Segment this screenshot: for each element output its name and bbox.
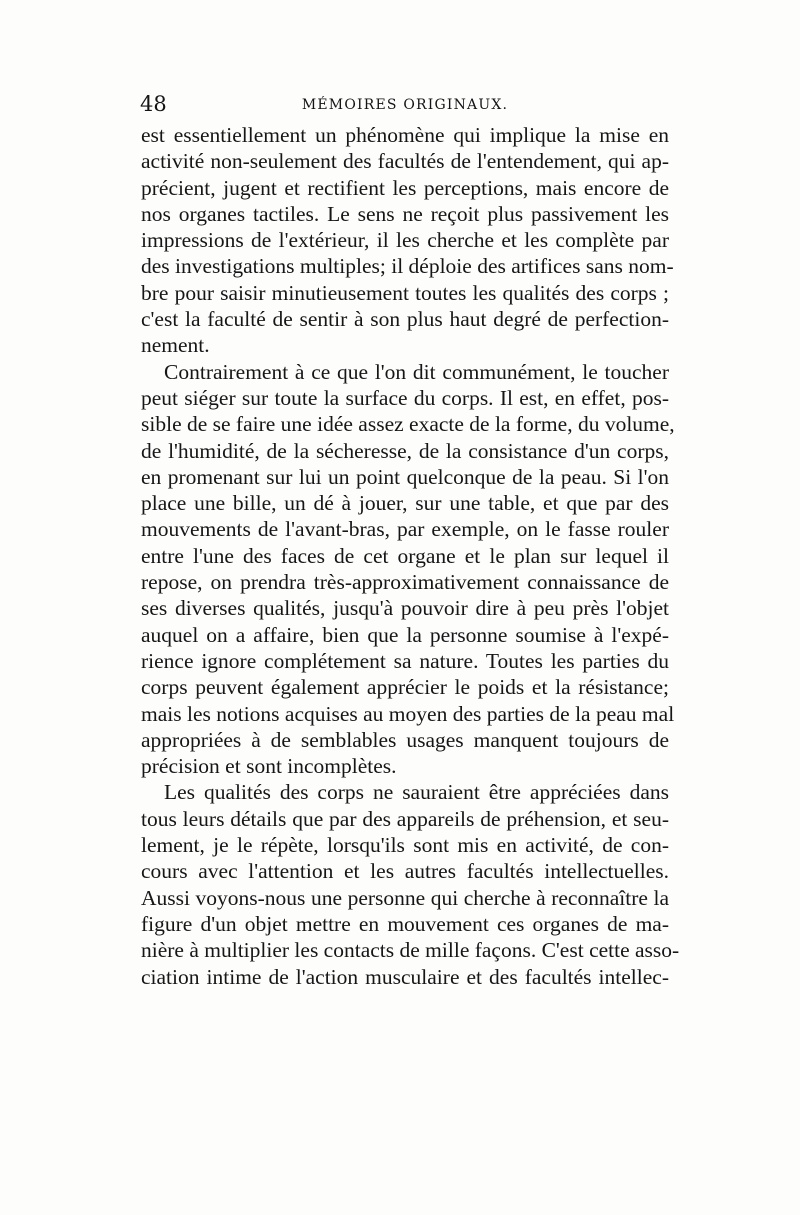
text-line: bre pour saisir minutieusement toutes les qualités des corps ; bbox=[141, 280, 669, 305]
paragraph bbox=[141, 359, 675, 780]
text-line: repose, on prendra très-approximativement connaissance de bbox=[141, 570, 669, 595]
text-line: rience ignore complétement sa nature. Toutes les parties du bbox=[141, 648, 669, 673]
text-line: activité non-seulement des facultés de l'entendement, qui ap- bbox=[141, 149, 669, 174]
text-line: Les qualités des corps ne sauraient être appréciées dans bbox=[164, 780, 669, 805]
text-line: lement, je le répète, lorsqu'ils sont mis en activité, de con- bbox=[141, 833, 669, 858]
text-line: place une bille, un dé à jouer, sur une table, et que par des bbox=[141, 491, 669, 516]
text-line: précision et sont incomplètes. bbox=[141, 754, 397, 779]
paragraph bbox=[141, 779, 680, 989]
text-line: nement. bbox=[141, 333, 210, 358]
text-line: ses diverses qualités, jusqu'à pouvoir dire à peu près l'objet bbox=[141, 596, 669, 621]
text-line: c'est la faculté de sentir à son plus haut degré de perfection- bbox=[141, 307, 669, 332]
text-line: appropriées à de semblables usages manquent toujours de bbox=[141, 727, 669, 752]
text-line: ciation intime de l'action musculaire et des facultés intellec- bbox=[141, 964, 669, 989]
text-line: est essentiellement un phénomène qui implique la mise en bbox=[141, 123, 669, 147]
text-line: Contrairement à ce que l'on dit communément, le toucher bbox=[164, 359, 669, 384]
text-line: mais les notions acquises au moyen des parties de la peau mal bbox=[141, 701, 675, 726]
text-line: figure d'un objet mettre en mouvement ces organes de ma- bbox=[141, 911, 669, 936]
running-title: MÉMOIRES ORIGINAUX. bbox=[301, 97, 509, 113]
text-line: précient, jugent et rectifient les perceptions, mais encore de bbox=[141, 175, 669, 200]
text-line: sible de se faire une idée assez exacte de la forme, du volume, bbox=[141, 412, 675, 437]
text-line: entre l'une des faces de cet organe et le plan sur lequel il bbox=[141, 543, 669, 568]
text-line: cours avec l'attention et les autres facultés intellectuelles. bbox=[141, 859, 669, 884]
text-line: des investigations multiples; il déploie des artifices sans nom- bbox=[141, 254, 674, 279]
body-text bbox=[141, 122, 680, 990]
page-number: 48 bbox=[140, 92, 167, 116]
paragraph bbox=[141, 122, 674, 359]
text-line: en promenant sur lui un point quelconque de la peau. Si l'on bbox=[141, 464, 669, 489]
text-line: nière à multiplier les contacts de mille façons. C'est cette asso- bbox=[141, 938, 680, 963]
text-line: Aussi voyons-nous une personne qui cherche à reconnaître la bbox=[141, 885, 669, 910]
text-line: peut siéger sur toute la surface du corps. Il est, en effet, pos- bbox=[141, 385, 669, 410]
text-line: auquel on a affaire, bien que la personne soumise à l'expé- bbox=[141, 622, 669, 647]
text-line: nos organes tactiles. Le sens ne reçoit plus passivement les bbox=[141, 201, 669, 226]
text-line: mouvements de l'avant-bras, par exemple, on le fasse rouler bbox=[141, 517, 669, 542]
text-line: corps peuvent également apprécier le poids et la résistance; bbox=[141, 675, 669, 700]
text-line: tous leurs détails que par des appareils de préhension, et seu- bbox=[141, 806, 669, 831]
page-header bbox=[140, 92, 670, 118]
text-line: de l'humidité, de la sécheresse, de la consistance d'un corps, bbox=[141, 438, 669, 463]
text-line: impressions de l'extérieur, il les cherche et les complète par bbox=[141, 228, 669, 253]
